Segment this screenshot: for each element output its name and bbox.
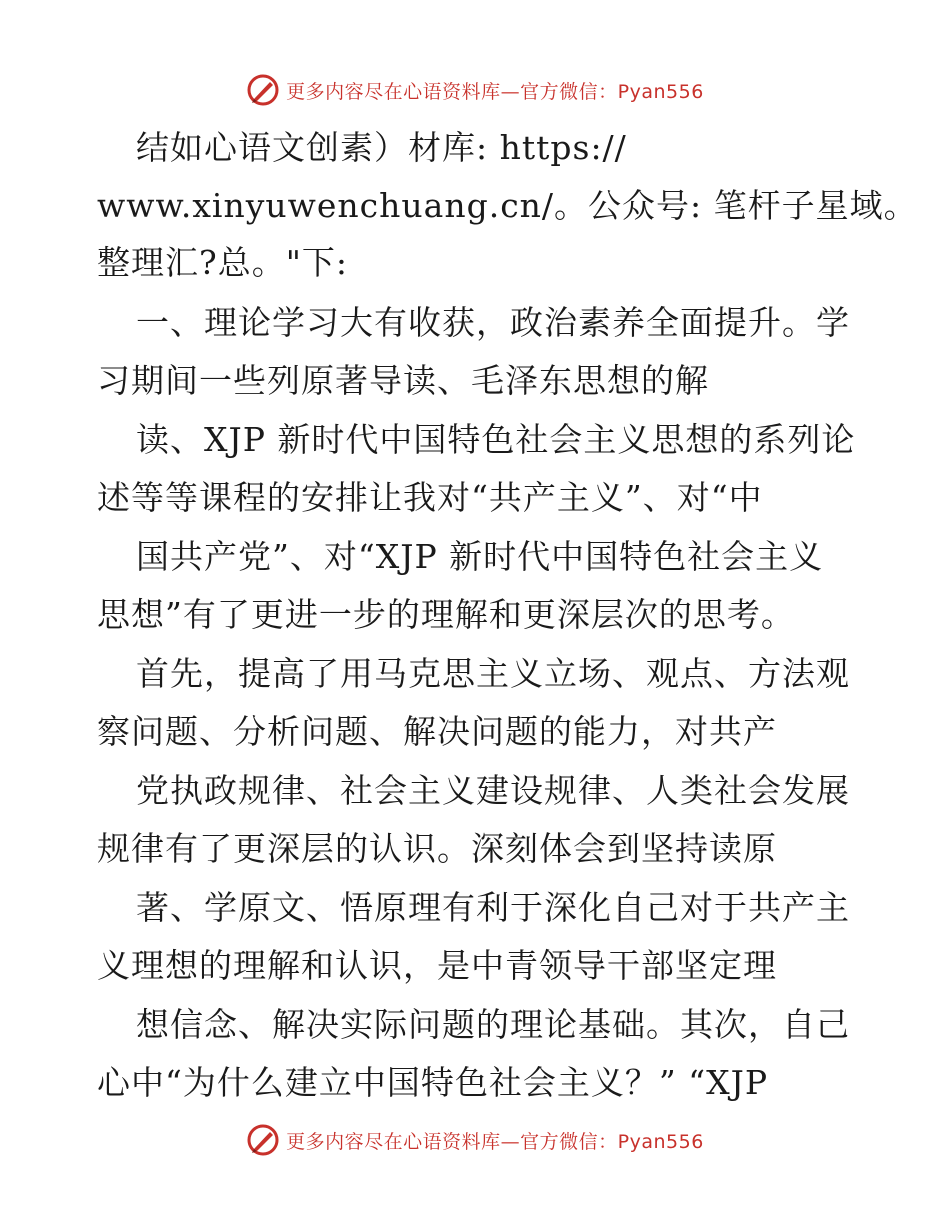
doc-line: 规律有了更深层的认识。深刻体会到坚持读原	[97, 829, 777, 868]
doc-line: www.xinyuwenchuang.cn/。公众号: 笔杆子星域。	[97, 186, 918, 225]
doc-line: 首先，提高了用马克思主义立场、观点、方法观	[136, 654, 850, 693]
doc-line: 一、理论学习大有收获，政治素养全面提升。学	[136, 303, 850, 342]
doc-line: 习期间一些列原著导读、毛泽东思想的解	[97, 361, 709, 400]
doc-line: 想信念、解决实际问题的理论基础。其次，自己	[136, 1005, 850, 1044]
doc-line: 察问题、分析问题、解决问题的能力，对共产	[97, 712, 777, 751]
doc-line: 国共产党”、对“XJP 新时代中国特色社会主义	[136, 537, 824, 576]
doc-line: 思想”有了更进一步的理解和更深层次的思考。	[97, 595, 795, 634]
doc-line: 著、学原文、悟原理有利于深化自己对于共产主	[136, 888, 850, 927]
doc-line: 整理汇?总。"下:	[97, 243, 348, 282]
doc-line: 党执政规律、社会主义建设规律、人类社会发展	[136, 771, 850, 810]
banner-text: 更多内容尽在心语资料库—官方微信：Pyan556	[286, 80, 704, 103]
footer-banner	[0, 1120, 950, 1160]
doc-line: 义理想的理解和认识，是中青领导干部坚定理	[97, 946, 777, 985]
doc-line: 读、XJP 新时代中国特色社会主义思想的系列论	[136, 420, 856, 459]
banner-text: 更多内容尽在心语资料库—官方微信：Pyan556	[286, 1130, 704, 1153]
pen-logo-icon	[246, 1123, 280, 1157]
doc-line: 结如心语文创素）材库: https://	[136, 128, 627, 167]
doc-line: 述等等课程的安排让我对“共产主义”、对“中	[97, 478, 763, 517]
doc-line: 心中“为什么建立中国特色社会主义？” “XJP	[97, 1063, 769, 1102]
